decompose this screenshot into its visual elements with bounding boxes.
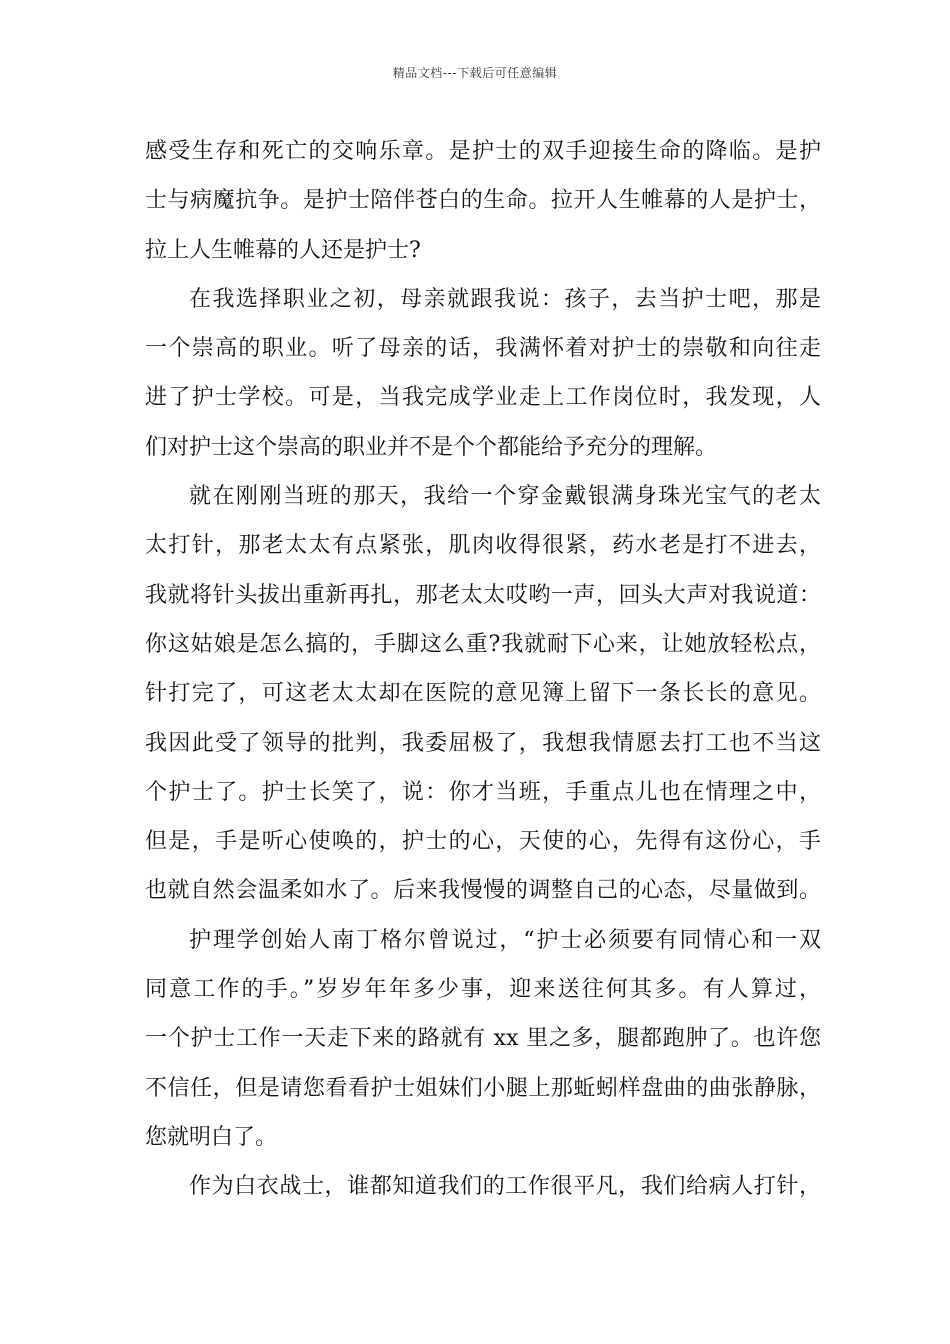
text-line: 护理学创始人南丁格尔曾说过，“护士必须要有同情心和一双: [189, 927, 821, 953]
text-line: 作为白衣战士，谁都知道我们的工作很平凡，我们给病人打针，: [189, 1174, 821, 1200]
text-line: 太打针，那老太太有点紧张，肌肉收得很紧，药水老是打不进去，: [145, 533, 821, 559]
text-line: 拉上人生帷幕的人还是护士?: [145, 237, 421, 263]
text-line: 你这姑娘是怎么搞的，手脚这么重?我就耐下心来，让她放轻松点，: [145, 631, 821, 657]
text-line: 们对护士这个崇高的职业并不是个个都能给予充分的理解。: [145, 434, 718, 460]
text-line: 一个护士工作一天走下来的路就有 xx 里之多，腿都跑肿了。也许您: [145, 1026, 821, 1052]
text-line: 但是，手是听心使唤的，护士的心，天使的心，先得有这份心，手: [145, 829, 821, 855]
text-line: 感受生存和死亡的交响乐章。是护士的双手迎接生命的降临。是护: [145, 139, 821, 164]
text-line: 我因此受了领导的批判，我委屈极了，我想我情愿去打工也不当这: [145, 730, 821, 756]
document-body: [145, 127, 821, 1212]
text-line: 不信任，但是请您看看护士姐妹们小腿上那蚯蚓样盘曲的曲张静脉，: [145, 1075, 821, 1101]
text-line: 就在刚刚当班的那天，我给一个穿金戴银满身珠光宝气的老太: [189, 484, 821, 510]
text-line: 士与病魔抗争。是护士陪伴苍白的生命。拉开人生帷幕的人是护士，: [145, 188, 821, 214]
text-line: 我就将针头拔出重新再扎，那老太太哎哟一声，回头大声对我说道：: [145, 582, 821, 608]
text-line: 也就自然会温柔如水了。后来我慢慢的调整自己的心态，尽量做到。: [145, 878, 821, 904]
text-line: 针打完了，可这老太太却在医院的意见簿上留下一条长长的意见。: [145, 681, 821, 707]
text-line: 同意工作的手。”岁岁年年多少事，迎来送往何其多。有人算过，: [145, 977, 821, 1003]
text-line: 个护士了。护士长笑了，说：你才当班，手重点儿也在情理之中，: [145, 779, 821, 805]
text-line: 您就明白了。: [145, 1124, 278, 1150]
text-line: 进了护士学校。可是，当我完成学业走上工作岗位时，我发现，人: [145, 385, 821, 411]
text-line: 在我选择职业之初，母亲就跟我说：孩子，去当护士吧，那是: [189, 286, 821, 312]
page-header: 精品文档---下载后可任意编辑: [392, 66, 558, 80]
text-line: 一个崇高的职业。听了母亲的话，我满怀着对护士的崇敬和向往走: [145, 336, 821, 362]
